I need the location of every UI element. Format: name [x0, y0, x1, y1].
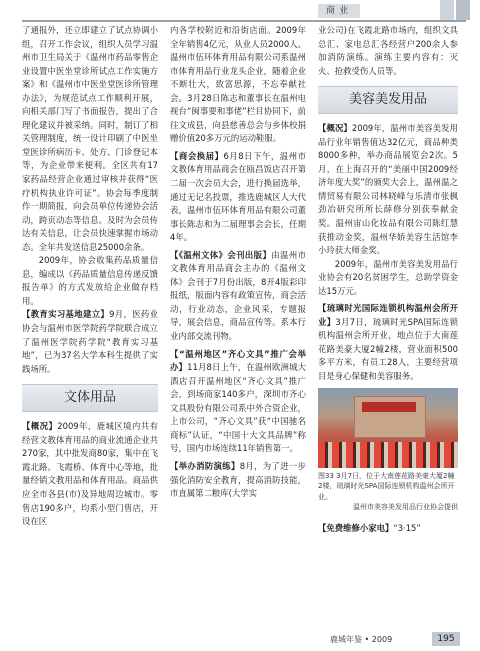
column-1 — [22, 24, 158, 529]
section-heading: 美容美发用品 — [318, 86, 458, 114]
header-decor-block — [456, 0, 470, 20]
paragraph: 内各学校附近和沿街店面。2009年全年销售4亿元，从业人员2000人。温州市伍环体育用品有限公司系温州市体育用品行业龙头企业，随着企业不断壮大，致富思源，不忘奉献社会。3月28日陈志和董事长在温州电视台“闽事要和事佬”栏目协同下，前往文成县，向县慈善总会与乡体校捐赠价值20多万元的运动鞋服。 — [170, 25, 306, 144]
paragraph-text: 11月8日上午，在温州欧洲城大酒店召开温州地区“齐心文具”推广会，到场商家140多户，深圳市齐心文具股份有限公司系中外合资企业，上市公司，“齐心文具”获“中国驰名商标”认证，“中国十大文具品牌”称号，国内市场连续11年销售第一。 — [170, 362, 307, 454]
paragraph — [170, 249, 306, 344]
paragraph: 2009年，温州市美容美发用品行业协会有20名贫困学生，总助学资金达15万元。 — [318, 258, 458, 296]
paragraph-heading: 【“温州地区”齐心文具”推广会举办】 — [170, 348, 306, 373]
paragraph-text: 2009年，鹿城区境内共有经营文教体育用品的商业流通企业共270家，其中批发商80家，集中在飞霞北路。飞霞桥、体育中心等地，批量经销文教用品和体育用品。商品供应全市各县(市)及异地周边城市。零售店190多户，均系小型门售店，开设在区 — [22, 421, 158, 527]
paragraph — [22, 308, 158, 376]
page-header — [0, 0, 480, 22]
paragraph — [170, 348, 306, 456]
footer-publication: 鹿城年鉴 • 2009 — [330, 635, 393, 644]
paragraph: 业公司)在飞霞北路市场内，组织文具总汇、家电总汇各经营户200余人参加消防演练。演练主要内容有：灭火、抢救受伤人员等。 — [318, 25, 458, 76]
paragraph-text: 8月，为了进一步强化消防安全教育，提高消防技能，市直属第二粮库(大学实 — [170, 460, 307, 499]
section-heading: 文体用品 — [22, 384, 158, 412]
photo-caption: 图33 3月7日，位于大南莲花路美豪大厦2幢2楼，琉璃时光SPA国际连锁机构温州会所开业。 — [318, 471, 455, 501]
paragraph-heading: 【商会换届】 — [170, 150, 224, 161]
paragraph-heading: 【举办消防演练】 — [170, 460, 240, 471]
paragraph-text: 3月7日，琉璃时光SPA国际连锁机构温州会所开业，地点位于大南莲花路美豪大厦2幢2楼，营业面积500多平方米，有员工28人，主要经营项目是身心保健和美容服务。 — [318, 316, 458, 382]
paragraph-heading: 【琉璃时光国际连锁机构温州会所开业】 — [318, 303, 458, 327]
paragraph-heading: 【教育实习基地建立】 — [22, 309, 110, 320]
header-decor-block — [440, 0, 454, 20]
photo-crowd — [318, 442, 458, 468]
paragraph-text: 2009年，温州市美容美发用品行业年销售值达32亿元，商品种类8000多种，举办商品展览会2次。5月，在上海召开的“美丽中国2009经济年度大奖”的颁奖大会上，温州温之情贸易有限公司林晓峰与乐清市张枫劲冶研究所所长薛修分别获奉献金奖。温州宙山化妆品有限公司陈红慧获推动金奖，温州华娇美容生活馆李小玲获大师金奖。 — [318, 123, 458, 256]
paragraph-heading: 【《温州文体》会刊出版】 — [170, 249, 272, 260]
photo-banner — [362, 402, 416, 412]
paragraph-text: “3·15” — [393, 523, 421, 534]
paragraph-text: 9月，医药业协会与温州市医学院药学院联合成立了温州医学院药学院“教育实习基地”，已为37名大学本科生提供了实践场所。 — [22, 309, 159, 374]
event-photo — [318, 388, 458, 468]
column-3 — [318, 24, 458, 536]
paragraph: 了通报外，还立即建立了试点协调小组，召开工作会议，组织人员学习温州市卫生局关于《温州市药品零售企业设置中医坐堂诊所试点工作实施方案》和《温州市中医坐堂医诊所管理办法》，为规范试点工作顺利开展，向相关部门写了书面报告，提出了合理化建议并被采纳。同时，制订了相关管理制度，统一设计印刷了中医坐堂医诊所病历卡、处方、门诊登记本等，为企业带来便利。全区共有17家药品经营企业通过审核并获得“医疗机构执业许可证”。协会每季度制作一期简报，向会员单位传递协会活动，跨页动态等信息。及时为会员传达有关信息，让会员快速掌握市场动态。全年共发送信息25000余条。 — [22, 25, 158, 252]
paragraph-heading: 【免费维修小家电】 — [318, 523, 394, 534]
paragraph-heading: 【概况】 — [318, 123, 352, 134]
paragraph — [170, 460, 306, 501]
column-2 — [170, 24, 306, 501]
paragraph-text: 6月8日下午，温州市文教体育用品商会在瓯昌饭店召开第二届一次会员大会，进行换届选举，通过无记名投票，推选鹿城区人大代表，温州市伍环体育用品有限公司董事长陈志和为二届理事会会长，任期4年。 — [170, 150, 307, 243]
paragraph — [170, 150, 306, 245]
paragraph — [22, 420, 158, 528]
paragraph: 2009年，协会收集药品质量信息，编成以《药品质量信息传递反馈报告单》的方式发放给企业做存档用。 — [22, 255, 158, 306]
paragraph-text: 由温州市文教体育用品商会主办的《温州文体》会刊于7月份出版，8开4版彩印报纸，版面内容有政策宣传，商会活动，行业动态，企业风采，专题报导，展会信息，商品宣传等。系本行业内部交流刊物。 — [170, 249, 307, 342]
paragraph-heading: 【概况】 — [22, 421, 58, 432]
photo-credit: 温州市美容美发用品行业协会提供 — [353, 503, 458, 512]
page-footer — [330, 632, 460, 648]
header-rule — [22, 20, 466, 22]
header-section-title: 商业 — [318, 4, 360, 18]
paragraph — [318, 302, 458, 383]
paragraph — [318, 522, 458, 536]
page-number: 195 — [432, 632, 460, 646]
paragraph — [318, 122, 458, 257]
